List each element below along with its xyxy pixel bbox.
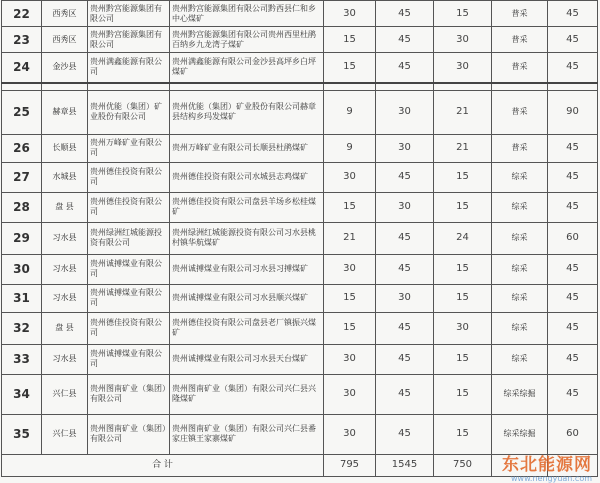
method-cell: 综采	[492, 192, 548, 222]
county-cell: 盘 县	[42, 192, 88, 222]
gap-cell	[170, 83, 324, 91]
value-cell: 60	[548, 222, 598, 254]
table-row	[2, 53, 598, 83]
value-cell: 30	[434, 27, 492, 53]
value-cell: 90	[548, 90, 598, 134]
county-cell: 盘 县	[42, 312, 88, 344]
method-cell: 综采	[492, 284, 548, 312]
value-cell: 45	[548, 374, 598, 414]
table-row	[2, 90, 598, 134]
value-cell: 30	[324, 374, 376, 414]
value-cell: 45	[376, 312, 434, 344]
value-cell: 45	[548, 134, 598, 162]
value-cell: 15	[434, 254, 492, 284]
mine-name-cell: 贵州优能（集团）矿业股份有限公司赫章县结构乡玛发煤矿	[170, 90, 324, 134]
value-cell: 30	[376, 192, 434, 222]
value-cell: 30	[434, 53, 492, 83]
mine-name-cell: 贵州图南矿业（集团）有限公司兴仁县番家庄镇王家寨煤矿	[170, 414, 324, 454]
row-number: 26	[2, 134, 42, 162]
method-cell: 普采	[492, 1, 548, 27]
row-number: 25	[2, 90, 42, 134]
value-cell: 21	[434, 90, 492, 134]
table-row	[2, 1, 598, 27]
value-cell: 15	[324, 312, 376, 344]
method-cell: 综采	[492, 344, 548, 374]
mine-name-cell: 贵州德佳投资有限公司水城县志鸡煤矿	[170, 162, 324, 192]
value-cell: 45	[548, 284, 598, 312]
value-cell: 30	[376, 90, 434, 134]
value-cell: 30	[324, 254, 376, 284]
row-number: 27	[2, 162, 42, 192]
value-cell: 60	[548, 414, 598, 454]
total-value-cell: 750	[434, 454, 492, 476]
mine-name-cell: 贵州绿洲红城能源投资有限公司习水县桃村镇华航煤矿	[170, 222, 324, 254]
method-cell: 综采	[492, 162, 548, 192]
row-number: 30	[2, 254, 42, 284]
total-label: 合 计	[2, 454, 324, 476]
value-cell: 45	[548, 53, 598, 83]
method-cell: 综采	[492, 254, 548, 284]
watermark-logo: 东北能源网	[502, 455, 592, 475]
value-cell: 15	[324, 284, 376, 312]
row-number: 24	[2, 53, 42, 83]
county-cell: 赫章县	[42, 90, 88, 134]
table-gap-row	[2, 83, 598, 91]
value-cell: 9	[324, 90, 376, 134]
value-cell: 15	[324, 192, 376, 222]
gap-cell	[88, 83, 170, 91]
value-cell: 21	[434, 134, 492, 162]
county-cell: 水城县	[42, 162, 88, 192]
gap-cell	[492, 83, 548, 91]
mine-name-cell: 贵州诚搏煤业有限公司习水县顺兴煤矿	[170, 284, 324, 312]
value-cell: 45	[548, 254, 598, 284]
table-row	[2, 192, 598, 222]
table-row	[2, 254, 598, 284]
mine-name-cell: 贵州诚搏煤业有限公司习水县天台煤矿	[170, 344, 324, 374]
table-row	[2, 27, 598, 53]
county-cell: 习水县	[42, 222, 88, 254]
value-cell: 45	[376, 344, 434, 374]
value-cell: 30	[324, 344, 376, 374]
company-cell: 贵州万峰矿业有限公司	[88, 134, 170, 162]
county-cell: 习水县	[42, 284, 88, 312]
table-row	[2, 312, 598, 344]
mine-name-cell: 贵州万峰矿业有限公司长顺县杜鹃煤矿	[170, 134, 324, 162]
value-cell: 24	[434, 222, 492, 254]
table-row	[2, 284, 598, 312]
company-cell: 贵州图南矿业（集团）有限公司	[88, 414, 170, 454]
county-cell: 兴仁县	[42, 374, 88, 414]
value-cell: 30	[324, 414, 376, 454]
method-cell: 综采	[492, 222, 548, 254]
method-cell: 普采	[492, 134, 548, 162]
company-cell: 贵州德佳投资有限公司	[88, 162, 170, 192]
gap-cell	[42, 83, 88, 91]
value-cell: 45	[376, 27, 434, 53]
row-number: 31	[2, 284, 42, 312]
gap-cell	[548, 83, 598, 91]
method-cell: 普采	[492, 27, 548, 53]
gap-cell	[434, 83, 492, 91]
county-cell: 长顺县	[42, 134, 88, 162]
value-cell: 15	[434, 414, 492, 454]
row-number: 23	[2, 27, 42, 53]
value-cell: 45	[376, 414, 434, 454]
county-cell: 习水县	[42, 254, 88, 284]
value-cell: 21	[324, 222, 376, 254]
table-row	[2, 374, 598, 414]
value-cell: 45	[376, 53, 434, 83]
table-row	[2, 414, 598, 454]
value-cell: 45	[376, 254, 434, 284]
value-cell: 45	[548, 162, 598, 192]
company-cell: 贵州图南矿业（集团）有限公司	[88, 374, 170, 414]
county-cell: 兴仁县	[42, 414, 88, 454]
value-cell: 15	[324, 27, 376, 53]
table-row	[2, 222, 598, 254]
mine-name-cell: 贵州诚搏煤业有限公司习水县习搏煤矿	[170, 254, 324, 284]
value-cell: 15	[434, 1, 492, 27]
value-cell: 15	[434, 284, 492, 312]
mine-name-cell: 贵州满鑫能源有限公司金沙县高坪乡白坪煤矿	[170, 53, 324, 83]
table-row	[2, 344, 598, 374]
company-cell: 贵州绿洲红城能源投资有限公司	[88, 222, 170, 254]
method-cell: 综采	[492, 312, 548, 344]
company-cell: 贵州优能（集团）矿业股份有限公司	[88, 90, 170, 134]
county-cell: 西秀区	[42, 27, 88, 53]
method-cell: 综采综掘	[492, 374, 548, 414]
table-row	[2, 134, 598, 162]
gap-cell	[376, 83, 434, 91]
value-cell: 45	[548, 344, 598, 374]
value-cell: 9	[324, 134, 376, 162]
total-value-cell: 1545	[376, 454, 434, 476]
method-cell: 普采	[492, 90, 548, 134]
value-cell: 15	[434, 162, 492, 192]
mine-name-cell: 贵州德佳投资有限公司盘县老厂镇振兴煤矿	[170, 312, 324, 344]
company-cell: 贵州诚搏煤业有限公司	[88, 284, 170, 312]
company-cell: 贵州黔宫能源集团有限公司	[88, 27, 170, 53]
value-cell: 45	[376, 374, 434, 414]
value-cell: 15	[324, 53, 376, 83]
row-number: 32	[2, 312, 42, 344]
total-value-cell: 795	[324, 454, 376, 476]
company-cell: 贵州德佳投资有限公司	[88, 192, 170, 222]
value-cell: 30	[324, 162, 376, 192]
mine-name-cell: 贵州黔宫能源集团有限公司贵州西里杜鹃百纳乡九龙湾子煤矿	[170, 27, 324, 53]
value-cell: 30	[324, 1, 376, 27]
county-cell: 金沙县	[42, 53, 88, 83]
value-cell: 45	[548, 1, 598, 27]
mine-name-cell: 贵州黔宫能源集团有限公司黔西县仁和乡中心煤矿	[170, 1, 324, 27]
county-cell: 习水县	[42, 344, 88, 374]
value-cell: 15	[434, 344, 492, 374]
value-cell: 30	[434, 312, 492, 344]
county-cell: 西秀区	[42, 1, 88, 27]
value-cell: 45	[548, 312, 598, 344]
value-cell: 45	[548, 27, 598, 53]
table-body	[2, 1, 598, 477]
company-cell: 贵州德佳投资有限公司	[88, 312, 170, 344]
company-cell: 贵州黔宫能源集团有限公司	[88, 1, 170, 27]
value-cell: 30	[376, 284, 434, 312]
coal-mine-table	[1, 0, 598, 477]
company-cell: 贵州诚搏煤业有限公司	[88, 344, 170, 374]
row-number: 22	[2, 1, 42, 27]
row-number: 35	[2, 414, 42, 454]
company-cell: 贵州满鑫能源有限公司	[88, 53, 170, 83]
mine-name-cell: 贵州德佳投资有限公司盘县羊场乡松桂煤矿	[170, 192, 324, 222]
value-cell: 45	[376, 1, 434, 27]
gap-cell	[324, 83, 376, 91]
row-number: 34	[2, 374, 42, 414]
company-cell: 贵州诚搏煤业有限公司	[88, 254, 170, 284]
value-cell: 15	[434, 374, 492, 414]
watermark-url: www.nengyuan.com	[511, 474, 592, 483]
method-cell: 综采综掘	[492, 414, 548, 454]
value-cell: 45	[376, 222, 434, 254]
row-number: 29	[2, 222, 42, 254]
row-number: 28	[2, 192, 42, 222]
row-number: 33	[2, 344, 42, 374]
gap-cell	[2, 83, 42, 91]
value-cell: 15	[434, 192, 492, 222]
value-cell: 30	[376, 134, 434, 162]
value-cell: 45	[376, 162, 434, 192]
table-row	[2, 162, 598, 192]
value-cell: 45	[548, 192, 598, 222]
mine-name-cell: 贵州图南矿业（集团）有限公司兴仁县兴隆煤矿	[170, 374, 324, 414]
method-cell: 普采	[492, 53, 548, 83]
